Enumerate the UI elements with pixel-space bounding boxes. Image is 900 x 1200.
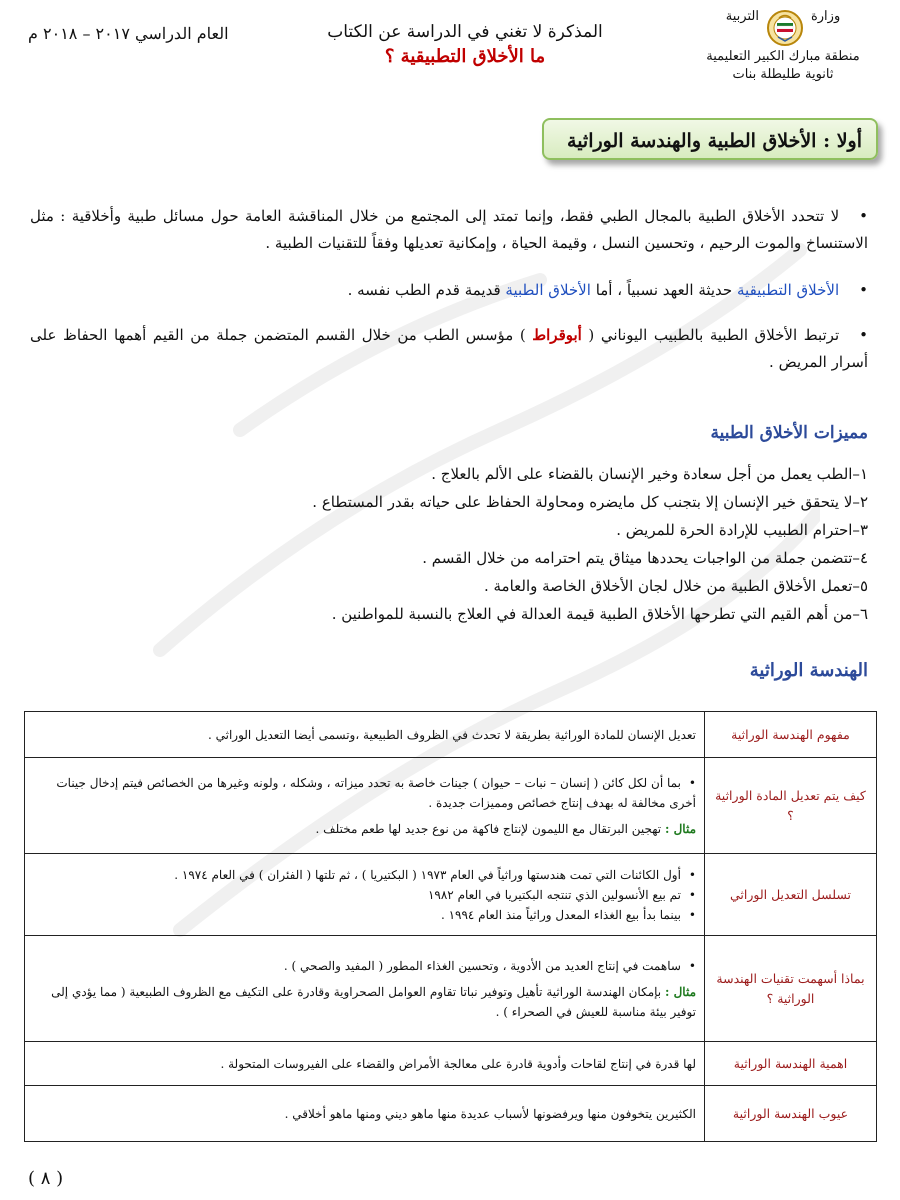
paragraph-3-text-b: ) مؤسس الطب من خلال القسم المتضمن جملة من القيم أهمها الحفاظ على أسرار المريض . (30, 326, 868, 371)
header-center (300, 22, 630, 67)
section-title-box (542, 118, 878, 160)
row-content: الكثيرين يتخوفون منها ويرفضونها لأسباب عديدة منها ماهو ديني ومنها ماهو أخلاقي . (25, 1086, 705, 1142)
list-item: ١–الطب يعمل من أجل سعادة وخير الإنسان بالقضاء على الألم بالعلاج . (431, 465, 868, 483)
kuwait-emblem-icon (765, 8, 805, 48)
row-text: ساهمت في إنتاج العديد من الأدوية ، وتحسين الغذاء المطور ( المفيد والصحي ) . (283, 958, 681, 973)
paragraph-1-text: لا تتحدد الأخلاق الطبية بالمجال الطبي فقط، وإنما تمتد إلى المجتمع من خلال المناقشة العامة حول مسائل طبية وأخلاقية : مثل الاستنساخ والموت الرحيم ، وتحسين النسل ، وقيمة الحياة ، وإمكانية تعديلها وفقاً للتقنيات الطبية . (30, 207, 868, 252)
table-row (25, 712, 877, 758)
paragraph-2-text-a: حديثة العهد نسبياً ، أما (595, 281, 733, 299)
features-title: مميزات الأخلاق الطبية (710, 423, 868, 443)
table-row (25, 758, 877, 854)
row-label: اهمية الهندسة الوراثية (705, 1042, 877, 1086)
applied-ethics-term: الأخلاق التطبيقية (737, 281, 840, 299)
bullet: • (859, 207, 868, 225)
row-label: بماذا أسهمت تقنيات الهندسة الوراثية ؟ (705, 936, 877, 1042)
example-label: مثال : (664, 821, 696, 836)
row-content (25, 758, 705, 854)
list-item: ٣–احترام الطبيب للإرادة الحرة للمريض . (616, 521, 868, 539)
paragraph-2-text-b: قديمة قدم الطب نفسه . (347, 281, 501, 299)
ministry-name: التربية (725, 9, 759, 24)
school-name: ثانوية طليطلة بنات (732, 67, 834, 82)
bullet (681, 959, 696, 973)
example-text: بإمكان الهندسة الوراثية تأهيل وتوفير نباتا تقاوم العوامل الصحراوية وقادرة على التكيف مع الظروف الطبيعية ( مما يؤدي إلى توفير بيئة مناسبة للعيش في الصحراء ) . (51, 984, 696, 1019)
example-label: مثال : (664, 984, 696, 999)
header-ministry-block (688, 8, 878, 84)
row-content: تعديل الإنسان للمادة الوراثية بطريقة لا تحدث في الظروف الطبيعية ،وتسمى أيضا التعديل الوراثي . (25, 712, 705, 758)
medical-ethics-term: الأخلاق الطبية (505, 281, 591, 299)
ministry-word: وزارة (810, 9, 841, 24)
row-label: مفهوم الهندسة الوراثية (705, 712, 877, 758)
row-text: أول الكائنات التي تمت هندستها وراثياً في العام ١٩٧٣ ( البكتيريا ) ، ثم تلتها ( الفئران ) في العام ١٩٧٤ . (174, 867, 681, 882)
list-item: ٢–لا يتحقق خير الإنسان إلا بتجنب كل مايضره ومحاولة الحفاظ على حياته بقدر المستطاع . (312, 493, 868, 511)
row-label: كيف يتم تعديل المادة الوراثية ؟ (705, 758, 877, 854)
table-row (25, 936, 877, 1042)
table-row (25, 1086, 877, 1142)
section-title: أولا : الأخلاق الطبية والهندسة الوراثية (567, 130, 862, 152)
list-item: ٦–من أهم القيم التي تطرحها الأخلاق الطبية قيمة العدالة في العلاج بالنسبة للمواطنين . (331, 605, 868, 623)
bullet (681, 776, 696, 790)
row-text: بما أن لكل كائن ( إنسان – نبات – حيوان ) جينات خاصة به تحدد ميزاته ، وشكله ، ولونه وغيرها من الخصائص فيتم إدخال جينات أخرى مخالفة له بهدف إنتاج خصائص ومميزات جديدة . (56, 775, 696, 810)
row-label: تسلسل التعديل الوراثي (705, 854, 877, 936)
note-line: المذكرة لا تغني في الدراسة عن الكتاب (327, 22, 603, 42)
paragraph-2 (30, 277, 868, 304)
page-number: ( ٨ ) (28, 1168, 64, 1189)
features-list (30, 460, 868, 628)
paragraph-3-text-a: ترتبط الأخلاق الطبية بالطبيب اليوناني ( (588, 326, 840, 344)
bullet (681, 868, 696, 882)
paragraph-3 (30, 322, 868, 376)
table-row (25, 854, 877, 936)
bullet: • (859, 281, 868, 299)
bullet: • (859, 326, 868, 344)
row-content: لها قدرة في إنتاج لقاحات وأدوية قادرة على معالجة الأمراض والقضاء على الفيروسات المتحولة . (25, 1042, 705, 1086)
hippocrates-name: أبوقراط (532, 326, 582, 344)
row-text: تم بيع الأنسولين الذي تنتجه البكتيريا في العام ١٩٨٢ (427, 887, 681, 902)
row-label: عيوب الهندسة الوراثية (705, 1086, 877, 1142)
list-item: ٤–تتضمن جملة من الواجبات يحددها ميثاق يتم احترامه من خلال القسم . (422, 549, 868, 567)
topic-title: ما الأخلاق التطبيقية ؟ (384, 46, 546, 67)
row-text: بينما بدأ بيع الغذاء المعدل وراثياً منذ العام ١٩٩٤ . (440, 907, 681, 922)
region-name: منطقة مبارك الكبير التعليمية (706, 49, 860, 64)
bullet (681, 888, 696, 902)
example-text: تهجين البرتقال مع الليمون لإنتاج فاكهة من نوع جديد لها طعم مختلف . (315, 821, 662, 836)
genetic-title: الهندسة الوراثية (749, 660, 868, 681)
paragraph-1 (30, 203, 868, 257)
bullet (681, 908, 696, 922)
school-year: العام الدراسي ٢٠١٧ – ٢٠١٨ م (28, 24, 229, 43)
row-content (25, 854, 705, 936)
list-item: ٥–تعمل الأخلاق الطبية من خلال لجان الأخلاق الخاصة والعامة . (483, 577, 868, 595)
table-row (25, 1042, 877, 1086)
genetic-table (24, 711, 877, 1142)
row-content (25, 936, 705, 1042)
